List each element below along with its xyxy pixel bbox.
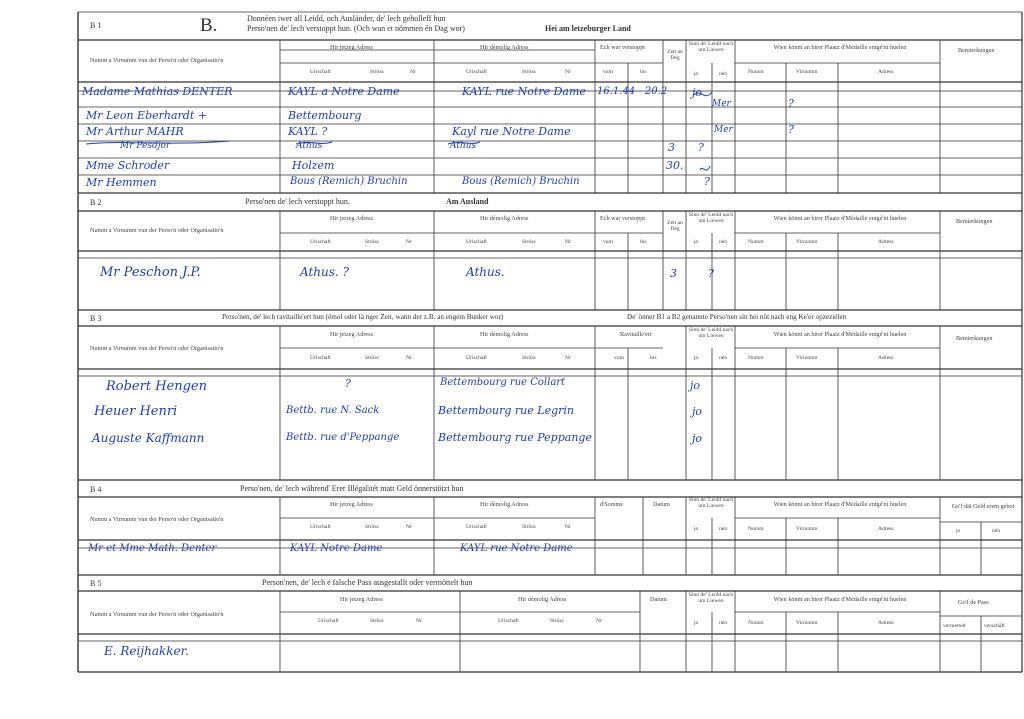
b3-name: Heuer Henri bbox=[94, 404, 178, 419]
b1-name: Mr Hemmen bbox=[86, 176, 157, 189]
b1-medal: ? bbox=[788, 123, 794, 136]
sub-bis: bis bbox=[640, 239, 647, 245]
b4-old: KAYL rue Notre Dame bbox=[460, 543, 573, 554]
sub-urischaft: Urischaft bbox=[310, 239, 331, 245]
col-medal-b4: Wien könnt an hirer Plaatz d'Médaille entgé'nt huelen bbox=[773, 501, 907, 508]
section-b3-title: Perso'nen, de' lech ravitaille'ert hun (émol oder lä nger Zeit, wann der z.B. an engem Bunker wor) bbox=[222, 313, 504, 321]
col-name-b5: Numm a Virnumm vun der Perso'n oder Organisatio'n bbox=[90, 611, 224, 618]
b1-days: 30. bbox=[666, 159, 684, 172]
sub-nr: Nr bbox=[565, 69, 571, 75]
b3-current: Bettb. rue d'Peppange bbox=[286, 432, 400, 443]
b1-alive: ? bbox=[698, 141, 704, 154]
col-since-b2: Sinn de' Leidd nach um Liewen bbox=[688, 212, 734, 224]
b2-old: Athus. bbox=[466, 265, 505, 279]
b1-old: Kayl rue Notre Dame bbox=[452, 125, 571, 138]
b3-old: Bettembourg rue Peppange bbox=[438, 431, 592, 444]
sub-virnumm: Virnumm bbox=[796, 239, 818, 245]
sub-nr: Nr bbox=[406, 524, 412, 530]
col-remarks-b2: Bemierkungen bbox=[956, 218, 993, 225]
col-since-b5: Sinn de' Leidd nach um Liewen bbox=[688, 592, 734, 604]
sub-urischaft: Urischaft bbox=[310, 524, 331, 530]
sub-urischaft: Urischaft bbox=[310, 69, 331, 75]
sub-nr: Nr bbox=[406, 239, 412, 245]
b1-name: Madame Mathias DENTER bbox=[82, 85, 233, 98]
sub-urischaft: Urischaft bbox=[466, 239, 487, 245]
sub-nr: Nr bbox=[565, 239, 571, 245]
section-b1-code: B 1 bbox=[90, 21, 102, 30]
b2-days: 3 bbox=[670, 267, 677, 280]
sub-nen: nén bbox=[719, 239, 728, 245]
col-hidden-b2: Ech war verstoppt bbox=[600, 215, 646, 222]
b1-name: Mr Pesdjor bbox=[120, 141, 171, 151]
sub-jo: jo bbox=[694, 355, 699, 361]
col-since-b4: Sinn de' Leidd nach um Liewen bbox=[688, 497, 734, 509]
sub-nr: Nr bbox=[410, 69, 416, 75]
sub-virnumm: Virnumm bbox=[796, 69, 818, 75]
sub-bis: bis bbox=[640, 69, 647, 75]
sub-stross: Ströss bbox=[370, 69, 384, 75]
b1-days: 3 bbox=[668, 141, 675, 154]
col-ravit-b3: Ravitaille'ert bbox=[620, 331, 652, 338]
col-current-b3: Hir jetzeg Adress bbox=[330, 331, 373, 338]
sub-numm: Numm bbox=[748, 526, 764, 532]
sub-numm: Numm bbox=[748, 355, 764, 361]
b1-old: Athus bbox=[450, 141, 477, 151]
b1-current: KAYL a Notre Dame bbox=[288, 85, 400, 98]
b1-current: Bous (Remich) Bruchin bbox=[290, 176, 408, 187]
col-old-b2: Hir démolig Adress bbox=[480, 215, 529, 222]
sub-stross: Ströss bbox=[522, 355, 536, 361]
sub-stross: Ströss bbox=[522, 69, 536, 75]
sub-adress: Adress bbox=[878, 620, 894, 626]
section-b3-code: B 3 bbox=[90, 314, 102, 323]
col-old-b4: Hir démolig Adress bbox=[480, 501, 529, 508]
sub-vun: vum bbox=[614, 355, 624, 361]
sub-nr: Nr bbox=[406, 355, 412, 361]
sub-vun: vum bbox=[603, 239, 613, 245]
section-b4-code: B 4 bbox=[90, 485, 102, 494]
b5-name: E. Reijhakker. bbox=[104, 644, 189, 658]
col-hidden-b1: Ech war verstoppt bbox=[600, 44, 646, 51]
b1-name: Mr Leon Eberhardt + bbox=[86, 109, 207, 122]
sub-virnumm: Virnumm bbox=[796, 526, 818, 532]
b1-old: KAYL rue Notre Dame bbox=[462, 85, 586, 98]
sub-urischaft: Urischaft bbox=[466, 69, 487, 75]
sub-numm: Numm bbox=[748, 620, 764, 626]
sub-vun: vum bbox=[603, 69, 613, 75]
sub-urischaft: Urischaft bbox=[310, 355, 331, 361]
sub-urischaft: Urischaft bbox=[466, 524, 487, 530]
col-current-b2: Hir jetzeg Adress bbox=[330, 215, 373, 222]
b3-name: Auguste Kaffmann bbox=[92, 431, 205, 445]
section-b2-code: B 2 bbox=[90, 198, 102, 207]
sub-urischaft: Urischaft bbox=[318, 618, 339, 624]
b1-dates: 16.1.44 - 20.2 bbox=[597, 86, 668, 97]
b1-current: Holzem bbox=[292, 159, 335, 172]
sub-stross: Ströss bbox=[365, 239, 379, 245]
b3-name: Robert Hengen bbox=[106, 379, 207, 394]
section-b2-region: Am Ausland bbox=[446, 197, 489, 206]
section-b1-region: Hei am letzeburger Land bbox=[545, 24, 631, 33]
sub-jo: jo bbox=[694, 620, 699, 626]
sub-nen: nén bbox=[719, 355, 728, 361]
b2-current: Athus. ? bbox=[300, 265, 349, 279]
section-b1-title: Donnéen iwer all Leidd, och Ausländer, de' lech geholleff hun bbox=[247, 14, 446, 23]
b1-alive: Mer bbox=[714, 125, 733, 135]
sub-verachaft: verachäft bbox=[984, 623, 1005, 629]
b4-name: Mr et Mme Math. Denter bbox=[88, 543, 217, 554]
b1-alive: Mer bbox=[712, 99, 731, 109]
sub-stross: Ströss bbox=[365, 524, 379, 530]
b3-old: Bettembourg rue Legrin bbox=[438, 404, 574, 417]
col-old-b3: Hir démolig Adress bbox=[480, 331, 529, 338]
sub-stross: Ströss bbox=[550, 618, 564, 624]
sub-nen: nén bbox=[719, 71, 728, 77]
sub-nr: Nr bbox=[596, 618, 602, 624]
sub-stross: Ströss bbox=[365, 355, 379, 361]
b1-current: Bettembourg bbox=[288, 109, 362, 122]
col-geld-b4: Go'f dät Geld erem gebot bbox=[951, 503, 1015, 510]
b1-old: Bous (Remich) Bruchin bbox=[462, 176, 580, 187]
b4-current: KAYL Notre Dame bbox=[290, 543, 383, 554]
b3-current: Bettb. rue N. Sack bbox=[286, 405, 380, 416]
sub-urischaft: Urischaft bbox=[498, 618, 519, 624]
b3-alive: jo bbox=[692, 405, 703, 418]
col-datum-b5: Datum bbox=[650, 596, 667, 603]
sub-nen: nén bbox=[992, 528, 1001, 534]
col-days-b1: Zeit an Dég bbox=[667, 49, 683, 61]
sub-stross: Ströss bbox=[370, 618, 384, 624]
col-medal-b2: Wien könnt an hirer Plaatz d'Médaille entgé'nt huelen bbox=[773, 215, 907, 222]
col-somme-b4: d'Somme bbox=[600, 501, 624, 508]
b3-alive: jo bbox=[692, 432, 703, 445]
sub-nr: Nr bbox=[416, 618, 422, 624]
b3-old: Bettembourg rue Collart bbox=[440, 377, 566, 388]
section-b2-title: Perso'nen de' lech verstoppt hun. bbox=[245, 197, 350, 206]
sub-adress: Adress bbox=[878, 526, 894, 532]
sub-vermettelt: vermettelt bbox=[943, 623, 966, 629]
sub-nr: Nr bbox=[565, 355, 571, 361]
col-medal-b3: Wien könnt an hirer Plaatz d'Médaille entgé'nt huelen bbox=[773, 331, 907, 338]
b1-name: Mr Arthur MAHR bbox=[86, 125, 184, 138]
sub-adress: Adress bbox=[878, 239, 894, 245]
col-current-b5: Hir jetzeg Adress bbox=[340, 596, 383, 603]
b3-current: ? bbox=[345, 377, 351, 390]
section-b5-title: Person'nen, de' lech é falsche Pass ausgestallt oder vermöttelt hun bbox=[262, 578, 473, 587]
sub-jo: jo bbox=[694, 239, 699, 245]
sub-jo: jo bbox=[956, 528, 961, 534]
section-b1-subtitle: Perso'nen de' lech verstoppt hun. (Och wan et nömmen én Dag wor) bbox=[247, 24, 465, 33]
sub-bis: bis bbox=[650, 355, 657, 361]
col-name-b2: Numm a Virnumm vun der Perso'n oder Organisatio'n bbox=[90, 227, 224, 234]
sub-stross: Ströss bbox=[522, 239, 536, 245]
section-b3-note: De' önner B1 a B2 genannte Perso'nen sin hei nöt nach eng Ke'er opzeziélen bbox=[627, 313, 847, 321]
col-days-b2: Zeit an Dég bbox=[667, 220, 683, 232]
col-old-b5: Hir démolig Adress bbox=[518, 596, 567, 603]
col-name-b3: Numm a Virnumm vun der Perso'n oder Organisatio'n bbox=[90, 345, 224, 352]
sub-urischaft: Urischaft bbox=[466, 355, 487, 361]
section-b5-code: B 5 bbox=[90, 579, 102, 588]
col-pass-b5: Go'f de Pass bbox=[958, 599, 989, 606]
sub-numm: Numm bbox=[748, 69, 764, 75]
col-current-b1: Hir jetzeg Adress bbox=[330, 44, 373, 51]
sub-numm: Numm bbox=[748, 239, 764, 245]
b1-current: KAYL ? bbox=[288, 125, 328, 138]
col-remarks-b3: Bemierkungen bbox=[956, 335, 993, 342]
col-current-b4: Hir jetzeg Adress bbox=[330, 501, 373, 508]
col-since-b1: Sinn de' Leidd nach um Liewen bbox=[688, 41, 734, 53]
col-name-b1: Numm a Virnumm vun der Perso'n oder Organisatio'n bbox=[90, 57, 224, 64]
b2-name: Mr Peschon J.P. bbox=[100, 265, 201, 280]
sub-nr: Nr bbox=[565, 524, 571, 530]
col-medal-b1: Wien könnt an hirer Plaatz d'Médaille entgé'nt huelen bbox=[773, 44, 907, 51]
form-letter: B. bbox=[200, 15, 218, 36]
sub-jo: jo bbox=[694, 526, 699, 532]
b1-name: Mme Schroder bbox=[86, 159, 170, 172]
section-b4-title: Perso'nen, de' lech währenď Erer Illégalitét matt Geld önnerstötzt hun bbox=[240, 484, 464, 493]
b1-alive: jo bbox=[692, 86, 703, 99]
col-remarks-b1: Bemierkungen bbox=[958, 47, 995, 54]
col-since-b3: Sinn de' Leidd nach um Liewen bbox=[688, 327, 734, 339]
b1-medal: ? bbox=[788, 97, 794, 110]
sub-nen: nén bbox=[719, 526, 728, 532]
col-datum-b4: Datum bbox=[653, 501, 670, 508]
col-old-b1: Hir démolig Adress bbox=[480, 44, 529, 51]
b1-current: Athus bbox=[296, 141, 323, 151]
col-name-b4: Numm a Virnumm vun der Perso'n oder Organisatio'n bbox=[90, 516, 224, 523]
b3-alive: jo bbox=[690, 379, 701, 392]
b2-alive: ? bbox=[708, 267, 714, 280]
col-medal-b5: Wien könnt an hirer Plaatz d'Médaille entgé'nt huelen bbox=[773, 596, 907, 603]
b1-alive: ? bbox=[704, 175, 710, 188]
sub-adress: Adress bbox=[878, 69, 894, 75]
sub-virnumm: Virnumm bbox=[796, 620, 818, 626]
sub-virnumm: Virnumm bbox=[796, 355, 818, 361]
sub-jo: jo bbox=[694, 71, 699, 77]
sub-nen: nén bbox=[719, 620, 728, 626]
sub-adress: Adress bbox=[878, 355, 894, 361]
sub-stross: Ströss bbox=[522, 524, 536, 530]
